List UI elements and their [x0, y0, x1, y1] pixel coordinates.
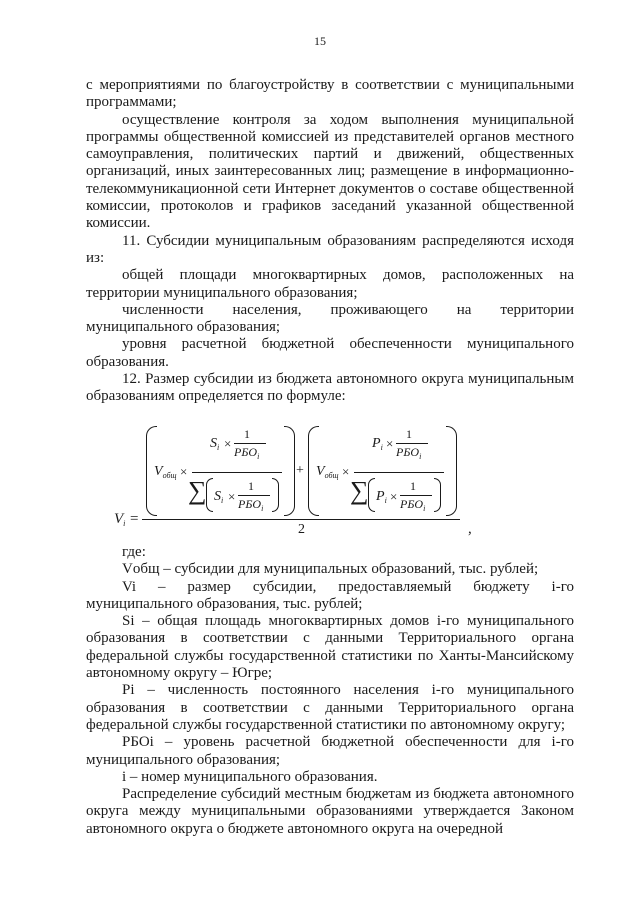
fraction-line-1: [192, 472, 282, 473]
formula: $V_i$ = $V_{общ}$ × $S_i$ × 1 $РБО_i$ ∑ $S_i$ × 1 $РБО_i$ + $V_{общ}$ × $P_i$ × 1 $РБО_i$ ∑ $P_i$ × 1 $РБО_i$ 2 ,: [114, 427, 472, 537]
paragraph: 12. Размер субсидии из бюджета автономного округа муниципальным образованиям определяется по формуле:: [86, 371, 574, 405]
denominator: 2: [298, 522, 305, 537]
paragraph: с мероприятиями по благоустройству в соответствии с муниципальными программами;: [86, 77, 574, 111]
text-block-bottom: [86, 544, 574, 838]
paragraph: где:: [122, 544, 146, 560]
paragraph: Vобщ – субсидии для муниципальных образований, тыс. рублей;: [122, 561, 539, 578]
s-symbol: $S_i$: [210, 436, 220, 452]
fraction-line-2: [354, 472, 444, 473]
formula-lhs: $V_i$: [114, 511, 126, 528]
v-total-1: $V_{общ}$: [154, 464, 177, 480]
rbo-symbol: $РБО_i$: [234, 445, 260, 461]
sigma-2: ∑: [350, 476, 369, 505]
p-symbol: $P_i$: [372, 436, 383, 452]
paragraph: РБОi – уровень расчетной бюджетной обеспеченности для i-го муниципального образования;: [86, 734, 574, 768]
paragraph: Si – общая площадь многоквартирных домов i-го муниципального образования в соответствии с данными Территориального органа федеральной службы государственной статистики по Ханты-Мансийскому автономному округу – Югре;: [86, 613, 574, 682]
paragraph: Распределение субсидий местным бюджетам из бюджета автономного округа между муниципальными образованиями утверждается Законом автономного округа о бюджете автономного округа на очередной: [86, 786, 574, 837]
paragraph: Vi – размер субсидии, предоставляемый бюджету i-го муниципального образования, тыс. рублей;: [86, 578, 574, 612]
sigma-1: ∑: [188, 476, 207, 505]
main-fraction-line: [142, 519, 460, 520]
paren-right-1: [284, 426, 295, 516]
paragraph: осуществление контроля за ходом выполнения муниципальной программы общественной комиссией из представителей органов местного самоуправления, политических партий и движений, общественных организаций, иных заинтересованных лиц; размещение в информационно-телекоммуникационной сети Интернет документов о составе общественной комиссии, протоколов и графиков заседаний указанной общественной комиссии.: [86, 111, 574, 232]
v-total-2: $V_{общ}$: [316, 464, 339, 480]
page-number: 15: [314, 34, 326, 48]
paragraph: уровня расчетной бюджетной обеспеченности муниципального образования.: [86, 336, 574, 370]
paragraph: 11. Субсидии муниципальным образованиям распределяются исходя из:: [86, 232, 574, 266]
paren-right-2: [446, 426, 457, 516]
paragraph: Pi – численность постоянного населения i-го муниципального образования в соответствии с данными Территориального органа федеральной службы государственной статистики по автономному округу;: [86, 682, 574, 733]
paragraph: i – номер муниципального образования.: [122, 768, 378, 785]
paragraph: численности населения, проживающего на территории муниципального образования;: [86, 301, 574, 336]
text-block-top: [86, 77, 574, 406]
paragraph: общей площади многоквартирных домов, расположенных на территории муниципального образования;: [86, 267, 574, 301]
